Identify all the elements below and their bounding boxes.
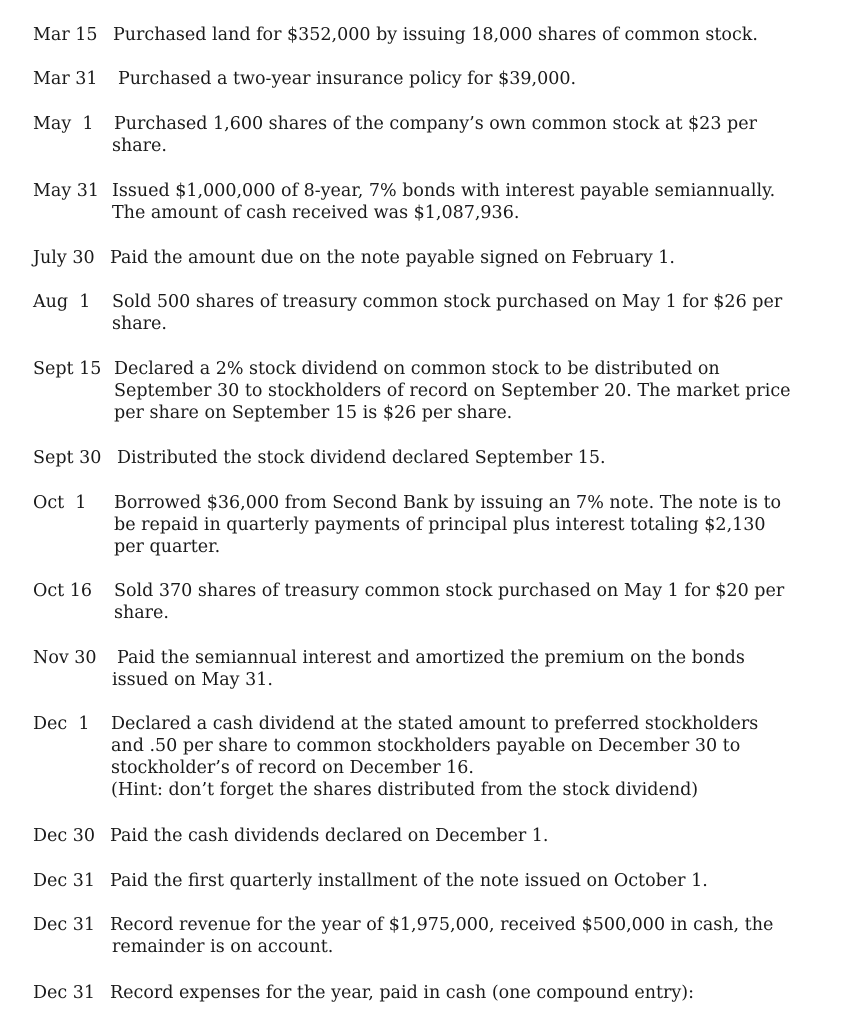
entry-date: Mar 15 <box>33 25 98 45</box>
entry-text-line: Declared a cash dividend at the stated amount to preferred stockholders <box>111 714 759 734</box>
entry-text-line: Record revenue for the year of $1,975,000, received $500,000 in cash, the <box>110 915 774 935</box>
entry-text-line: Paid the first quarterly installment of the note issued on October 1. <box>110 871 708 891</box>
entry-text-line: Purchased a two-year insurance policy for $39,000. <box>118 69 577 89</box>
entry-date: Mar 31 <box>33 69 98 89</box>
entry-date: July 30 <box>33 248 95 268</box>
entry-text-line: Sold 370 shares of treasury common stock purchased on May 1 for $20 per <box>114 581 785 601</box>
entry-text-line: per quarter. <box>114 537 221 557</box>
entry-date: Sept 30 <box>33 448 102 468</box>
entry-date: Oct 16 <box>33 581 93 601</box>
entry-text-line: Purchased land for $352,000 by issuing 18,000 shares of common stock. <box>113 25 758 45</box>
entry-text-line: Issued $1,000,000 of 8-year, 7% bonds with interest payable semiannually. <box>112 181 776 201</box>
entry-date: May 31 <box>33 181 100 201</box>
entry-date: Sept 15 <box>33 359 102 379</box>
entry-text-line: remainder is on account. <box>112 937 334 957</box>
entry-text-line: Borrowed $36,000 from Second Bank by issuing an 7% note. The note is to <box>114 493 782 513</box>
entry-text-line: September 30 to stockholders of record on September 20. The market price <box>114 381 791 401</box>
entry-text-line: and .50 per share to common stockholders payable on December 30 to <box>111 736 741 756</box>
entry-date: Dec 30 <box>33 826 96 846</box>
entry-text-line: share. <box>112 136 167 156</box>
entry-date: Oct 1 <box>33 493 87 513</box>
entry-text-line: be repaid in quarterly payments of principal plus interest totaling $2,130 <box>114 515 766 535</box>
entry-text-line: Record expenses for the year, paid in cash (one compound entry): <box>110 983 694 1003</box>
entry-text-line: Declared a 2% stock dividend on common stock to be distributed on <box>114 359 720 379</box>
entry-text-line: Paid the amount due on the note payable signed on February 1. <box>110 248 675 268</box>
entry-text-line: share. <box>112 314 167 334</box>
entry-date: Dec 31 <box>33 915 96 935</box>
entry-text-line: stockholder’s of record on December 16. <box>111 758 474 778</box>
entry-text-line: per share on September 15 is $26 per share. <box>114 403 513 423</box>
entry-date: Dec 1 <box>33 714 90 734</box>
entry-text-line: Purchased 1,600 shares of the company’s own common stock at $23 per <box>114 114 757 134</box>
entry-date: May 1 <box>33 114 94 134</box>
entry-text-line: issued on May 31. <box>112 670 273 690</box>
entry-text-line: (Hint: don’t forget the shares distributed from the stock dividend) <box>111 780 699 800</box>
entry-date: Aug 1 <box>33 292 91 312</box>
entry-date: Nov 30 <box>33 648 97 668</box>
entry-text-line: Distributed the stock dividend declared September 15. <box>117 448 606 468</box>
entry-text-line: Paid the cash dividends declared on December 1. <box>110 826 549 846</box>
entry-date: Dec 31 <box>33 983 96 1003</box>
entry-text-line: Paid the semiannual interest and amortized the premium on the bonds <box>117 648 745 668</box>
entry-date: Dec 31 <box>33 871 96 891</box>
entry-text-line: share. <box>114 603 169 623</box>
entry-text-line: Sold 500 shares of treasury common stock purchased on May 1 for $26 per <box>112 292 783 312</box>
entry-text-line: The amount of cash received was $1,087,936. <box>112 203 520 223</box>
